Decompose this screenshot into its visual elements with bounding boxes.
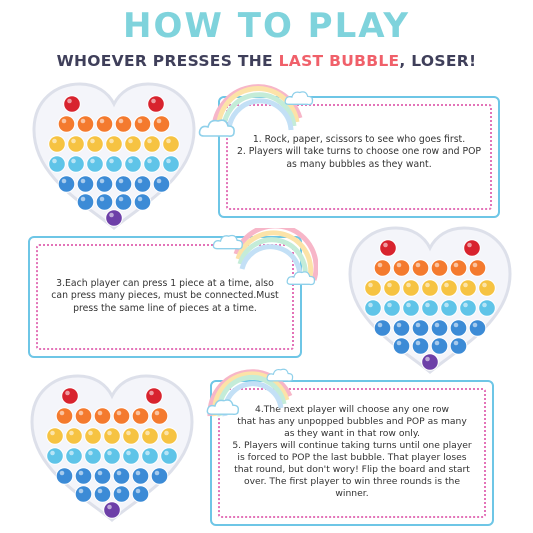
bubble-shine	[155, 471, 160, 476]
pop-bubble	[77, 194, 94, 211]
pop-bubble	[77, 176, 94, 193]
bubble-shine	[109, 139, 114, 144]
pop-bubble	[142, 448, 159, 465]
pop-bubble	[441, 280, 458, 297]
bubble-shine	[79, 489, 84, 494]
bubble-shine	[67, 99, 72, 104]
pop-bubble	[450, 320, 467, 337]
rule-line: is forced to POP the last bubble. That player loses	[237, 452, 467, 463]
rule-line: 5. Players will continue taking turns until one player	[232, 440, 472, 451]
bubble-shine	[416, 323, 421, 328]
pop-bubble	[49, 136, 66, 153]
pop-bubble	[431, 338, 448, 355]
bubble-shine	[90, 159, 95, 164]
bubble-shine	[60, 471, 65, 476]
bubble-shine	[416, 341, 421, 346]
bubble-shine	[100, 179, 105, 184]
bubble-shine	[117, 489, 122, 494]
pop-bubble	[125, 136, 142, 153]
bubble-shine	[145, 431, 150, 436]
bubble-shine	[128, 159, 133, 164]
pop-bubble	[113, 408, 130, 425]
pop-bubble	[123, 448, 140, 465]
pop-bubble	[412, 320, 429, 337]
pop-bubble	[113, 486, 130, 503]
bubble-shine	[151, 99, 156, 104]
bubble-shine	[378, 263, 383, 268]
pop-bubble	[161, 448, 178, 465]
pop-bubble	[153, 116, 170, 133]
pop-bubble	[104, 428, 121, 445]
bubble-shine	[454, 323, 459, 328]
bubble-shine	[126, 431, 131, 436]
bubble-shine	[109, 213, 114, 218]
heart-pop-it-toy	[28, 78, 200, 233]
bubble-shine	[425, 283, 430, 288]
bubble-shine	[81, 179, 86, 184]
pop-bubble	[134, 116, 151, 133]
bubble-shine	[425, 357, 430, 362]
pop-bubble	[153, 176, 170, 193]
pop-bubble	[163, 136, 180, 153]
pop-bubble	[113, 468, 130, 485]
bubble-shine	[71, 159, 76, 164]
bubble-shine	[454, 341, 459, 346]
bubble-shine	[119, 179, 124, 184]
pop-bubble	[75, 468, 92, 485]
pop-bubble	[49, 156, 66, 173]
page-subtitle	[0, 52, 533, 70]
bubble-shine	[65, 391, 70, 396]
pop-bubble	[64, 96, 81, 113]
pop-bubble	[66, 448, 83, 465]
rule-line: can press many pieces, must be connected.Must	[51, 290, 279, 302]
cloud-icon	[284, 88, 314, 108]
bubble-shine	[157, 119, 162, 124]
bubble-shine	[98, 489, 103, 494]
rule-line: that round, but don't wory! Flip the board and start	[234, 464, 470, 475]
pop-bubble	[68, 156, 85, 173]
cloud-icon	[206, 396, 240, 418]
pop-bubble	[134, 194, 151, 211]
bubble-shine	[50, 451, 55, 456]
bubble-shine	[81, 119, 86, 124]
pop-bubble	[403, 300, 420, 317]
bubble-shine	[166, 159, 171, 164]
rule-line: press the same line of pieces at a time.	[73, 302, 257, 314]
rule-line: as many bubbles as they want.	[286, 158, 432, 170]
bubble-shine	[136, 471, 141, 476]
bubble-shine	[435, 323, 440, 328]
pop-bubble	[412, 338, 429, 355]
pop-bubble	[393, 338, 410, 355]
pop-bubble	[96, 176, 113, 193]
bubble-shine	[166, 139, 171, 144]
heart-pop-it-toy	[344, 222, 516, 377]
rule-line: that has any unpopped bubbles and POP as many	[237, 416, 467, 427]
subtitle-end: , LOSER!	[399, 52, 477, 70]
pop-bubble	[151, 468, 168, 485]
pop-bubble	[450, 260, 467, 277]
pop-bubble	[469, 260, 486, 277]
pop-bubble	[96, 116, 113, 133]
bubble-shine	[482, 283, 487, 288]
pop-bubble	[374, 260, 391, 277]
bubble-shine	[444, 303, 449, 308]
bubble-shine	[81, 197, 86, 202]
bubble-shine	[482, 303, 487, 308]
bubble-shine	[138, 197, 143, 202]
bubble-shine	[397, 323, 402, 328]
pop-bubble	[132, 486, 149, 503]
pop-bubble	[144, 136, 161, 153]
pop-bubble	[77, 116, 94, 133]
bubble-shine	[147, 139, 152, 144]
pop-bubble	[365, 300, 382, 317]
bubble-shine	[107, 505, 112, 510]
pop-bubble	[380, 240, 397, 257]
pop-bubble	[104, 448, 121, 465]
bubble-shine	[145, 451, 150, 456]
bubble-shine	[119, 119, 124, 124]
bubble-shine	[387, 283, 392, 288]
bubble-shine	[397, 341, 402, 346]
bubble-shine	[368, 283, 373, 288]
pop-bubble	[132, 468, 149, 485]
pop-bubble	[47, 448, 64, 465]
cloud-icon	[266, 366, 294, 384]
rule-line: 2. Players will take turns to choose one row and POP	[236, 146, 482, 158]
bubble-shine	[119, 197, 124, 202]
pop-bubble	[87, 136, 104, 153]
bubble-shine	[79, 411, 84, 416]
pop-bubble	[431, 260, 448, 277]
pop-bubble	[393, 320, 410, 337]
rule-line: 4.The next player will choose any one row	[255, 404, 449, 415]
pop-bubble	[146, 388, 163, 405]
pop-bubble	[106, 210, 123, 227]
pop-bubble	[94, 486, 111, 503]
bubble-shine	[88, 431, 93, 436]
pop-bubble	[115, 116, 132, 133]
bubble-shine	[138, 119, 143, 124]
pop-bubble	[56, 408, 73, 425]
bubble-shine	[107, 431, 112, 436]
pop-bubble	[85, 448, 102, 465]
rule-line: as they want in that row only.	[284, 428, 420, 439]
bubble-shine	[397, 263, 402, 268]
pop-bubble	[56, 468, 73, 485]
pop-bubble	[115, 176, 132, 193]
pop-bubble	[94, 468, 111, 485]
bubble-shine	[155, 411, 160, 416]
rule-line: winner.	[335, 488, 369, 499]
pop-bubble	[94, 408, 111, 425]
bubble-shine	[444, 283, 449, 288]
pop-bubble	[148, 96, 165, 113]
pop-bubble	[403, 280, 420, 297]
bubble-shine	[473, 263, 478, 268]
bubble-shine	[128, 139, 133, 144]
pop-bubble	[441, 300, 458, 317]
bubble-shine	[164, 451, 169, 456]
pop-bubble	[66, 428, 83, 445]
bubble-shine	[98, 411, 103, 416]
bubble-shine	[69, 451, 74, 456]
pop-bubble	[374, 320, 391, 337]
pop-bubble	[384, 300, 401, 317]
pop-bubble	[460, 300, 477, 317]
bubble-shine	[425, 303, 430, 308]
bubble-shine	[463, 303, 468, 308]
pop-bubble	[464, 240, 481, 257]
pop-bubble	[151, 408, 168, 425]
pop-bubble	[161, 428, 178, 445]
bubble-shine	[50, 431, 55, 436]
pop-bubble	[422, 300, 439, 317]
pop-bubble	[450, 338, 467, 355]
bubble-shine	[435, 263, 440, 268]
bubble-shine	[117, 471, 122, 476]
bubble-shine	[473, 323, 478, 328]
cloud-icon	[212, 232, 244, 252]
bubble-shine	[368, 303, 373, 308]
bubble-shine	[52, 159, 57, 164]
bubble-shine	[100, 119, 105, 124]
pop-bubble	[142, 428, 159, 445]
pop-bubble	[365, 280, 382, 297]
rule-line: over. The first player to win three rounds is the	[243, 476, 461, 487]
bubble-shine	[90, 139, 95, 144]
pop-bubble	[469, 320, 486, 337]
pop-bubble	[144, 156, 161, 173]
pop-bubble	[412, 260, 429, 277]
rule-line: 1. Rock, paper, scissors to see who goes first.	[252, 134, 466, 145]
bubble-shine	[383, 243, 388, 248]
bubble-shine	[378, 323, 383, 328]
pop-bubble	[106, 136, 123, 153]
bubble-shine	[136, 411, 141, 416]
bubble-shine	[406, 303, 411, 308]
pop-bubble	[68, 136, 85, 153]
bubble-shine	[138, 179, 143, 184]
pop-bubble	[422, 280, 439, 297]
bubble-shine	[100, 197, 105, 202]
pop-bubble	[115, 194, 132, 211]
bubble-shine	[147, 159, 152, 164]
bubble-shine	[109, 159, 114, 164]
bubble-shine	[467, 243, 472, 248]
subtitle-highlight: LAST BUBBLE	[278, 52, 400, 70]
rule-line: 3.Each player can press 1 piece at a time, also	[56, 278, 274, 289]
cloud-icon	[198, 116, 236, 140]
bubble-shine	[435, 341, 440, 346]
bubble-shine	[117, 411, 122, 416]
pop-bubble	[479, 300, 496, 317]
bubble-shine	[463, 283, 468, 288]
bubble-shine	[157, 179, 162, 184]
bubble-shine	[406, 283, 411, 288]
bubble-shine	[164, 431, 169, 436]
cloud-icon	[286, 268, 316, 288]
pop-bubble	[479, 280, 496, 297]
pop-bubble	[75, 486, 92, 503]
bubble-shine	[98, 471, 103, 476]
bubble-shine	[69, 431, 74, 436]
bubble-shine	[71, 139, 76, 144]
pop-bubble	[62, 388, 79, 405]
pop-bubble	[75, 408, 92, 425]
pop-bubble	[163, 156, 180, 173]
pop-bubble	[134, 176, 151, 193]
bubble-shine	[62, 119, 67, 124]
bubble-shine	[126, 451, 131, 456]
page-title: HOW TO PLAY	[123, 6, 410, 46]
pop-bubble	[384, 280, 401, 297]
bubble-shine	[416, 263, 421, 268]
bubble-shine	[454, 263, 459, 268]
heart-pop-it-toy	[26, 370, 198, 525]
pop-bubble	[431, 320, 448, 337]
bubble-shine	[149, 391, 154, 396]
bubble-shine	[136, 489, 141, 494]
pop-bubble	[58, 176, 75, 193]
pop-bubble	[460, 280, 477, 297]
pop-bubble	[132, 408, 149, 425]
subtitle-text: WHOEVER PRESSES THE	[56, 52, 279, 70]
pop-bubble	[422, 354, 439, 371]
pop-bubble	[96, 194, 113, 211]
pop-bubble	[47, 428, 64, 445]
pop-bubble	[85, 428, 102, 445]
bubble-shine	[387, 303, 392, 308]
pop-bubble	[58, 116, 75, 133]
bubble-shine	[88, 451, 93, 456]
pop-bubble	[104, 502, 121, 519]
bubble-shine	[60, 411, 65, 416]
pop-bubble	[393, 260, 410, 277]
pop-bubble	[87, 156, 104, 173]
bubble-shine	[52, 139, 57, 144]
pop-bubble	[123, 428, 140, 445]
bubble-shine	[62, 179, 67, 184]
bubble-shine	[107, 451, 112, 456]
pop-bubble	[106, 156, 123, 173]
pop-bubble	[125, 156, 142, 173]
bubble-shine	[79, 471, 84, 476]
